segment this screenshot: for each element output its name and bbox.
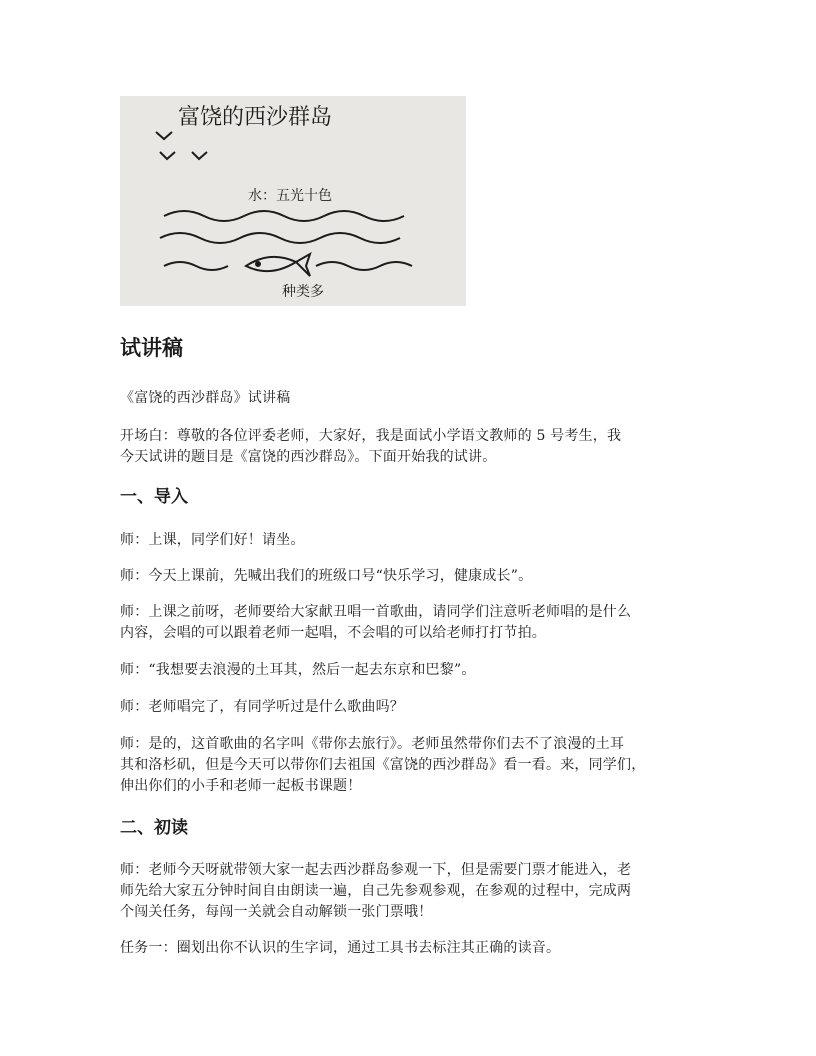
- paragraph-song-intro-line-1: 师：上课之前呀，老师要给大家献丑唱一首歌曲，请同学们注意听老师唱的是什么: [120, 604, 632, 620]
- opening-line-2: 今天试讲的题目是《富饶的西沙群岛》。下面开始我的试讲。: [120, 449, 497, 465]
- paragraph-greeting: 师：上课，同学们好！请坐。: [120, 532, 305, 548]
- paragraph-task-one: 任务一：圈划出你不认识的生字词，通过工具书去标注其正确的读音。: [120, 940, 561, 956]
- document-subtitle: 《富饶的西沙群岛》试讲稿: [120, 390, 291, 406]
- section-heading-first-reading: 二、初读: [120, 818, 188, 838]
- sketch-fish-note: 种类多: [282, 284, 324, 300]
- paragraph-song-name-line-2: 其和洛杉矶，但是今天可以带你们去祖国《富饶的西沙群岛》看一看。来，同学们，: [120, 757, 646, 773]
- blackboard-sketch-image: [120, 96, 466, 306]
- sketch-water-note: 水：五光十色: [248, 188, 332, 204]
- paragraph-slogan: 师：今天上课前，先喊出我们的班级口号“快乐学习，健康成长”。: [120, 568, 533, 584]
- paragraph-lyrics: 师：“我想要去浪漫的土耳其，然后一起去东京和巴黎”。: [120, 662, 476, 678]
- paragraph-song-intro-line-2: 内容，会唱的可以跟着老师一起唱，不会唱的可以给老师打打节拍。: [120, 625, 546, 641]
- paragraph-song-name-line-1: 师：是的，这首歌曲的名字叫《带你去旅行》。老师虽然带你们去不了浪漫的土耳: [120, 736, 625, 752]
- paragraph-tickets-line-2: 师先给大家五分钟时间自由朗读一遍，自己先参观参观，在参观的过程中，完成两: [120, 883, 632, 899]
- paragraph-tickets-line-3: 个闯关任务，每闯一关就会自动解锁一张门票哦！: [120, 904, 433, 920]
- document-title: 试讲稿: [120, 336, 183, 360]
- paragraph-question: 师：老师唱完了，有同学听过是什么歌曲吗？: [120, 699, 404, 715]
- paragraph-song-name-line-3: 伸出你们的小手和老师一起板书课题！: [120, 778, 362, 794]
- sketch-drawing: [120, 96, 466, 306]
- section-heading-intro: 一、导入: [120, 487, 188, 507]
- sketch-title: 富饶的西沙群岛: [178, 105, 333, 130]
- paragraph-tickets-line-1: 师：老师今天呀就带领大家一起去西沙群岛参观一下，但是需要门票才能进入，老: [120, 862, 632, 878]
- opening-line-1: 开场白：尊敬的各位评委老师，大家好，我是面试小学语文教师的 5 号考生，我: [120, 428, 622, 444]
